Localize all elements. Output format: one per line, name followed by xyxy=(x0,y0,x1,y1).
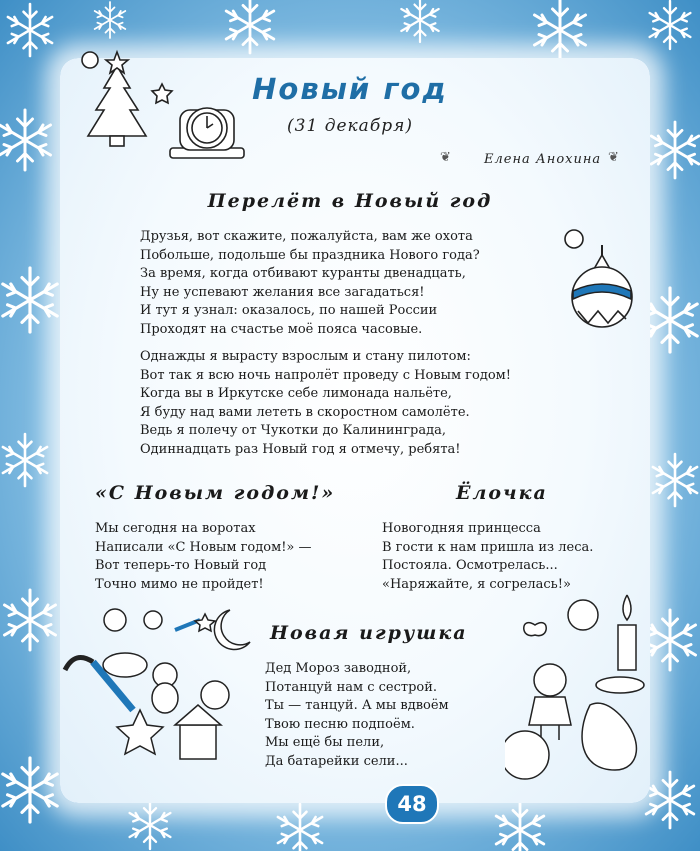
poem-line: Ты — танцуй. А мы вдвоём xyxy=(265,698,449,714)
poem-line: Одиннадцать раз Новый год я отмечу, ребята! xyxy=(140,441,461,457)
toys-illustration xyxy=(55,600,265,770)
poem-line: Когда вы в Иркутске себе лимонада нальёте, xyxy=(140,386,452,402)
poem-line: Проходят на счастье моё пояса часовые. xyxy=(140,321,423,337)
toy-house-icon xyxy=(180,725,216,759)
poem-line: Мы ещё бы пели, xyxy=(265,735,385,751)
poem-line: Я буду над вами лететь в скоростном самолёте. xyxy=(140,404,470,420)
tree-and-clock-illustration xyxy=(72,48,252,178)
holiday-date: (31 декабря) xyxy=(287,116,413,136)
smiley-star-icon xyxy=(82,52,98,68)
poem-line: За время, когда отбивают куранты двенадцать, xyxy=(140,266,466,282)
poem-happy-new-year xyxy=(95,520,312,594)
moon-icon xyxy=(214,610,250,650)
poem-line: Новогодняя принцесса xyxy=(382,521,541,536)
poem-title-flight: Перелёт в Новый год xyxy=(207,190,493,212)
poem-flight-stanza-1 xyxy=(140,228,480,340)
toy-ball-icon xyxy=(201,681,229,709)
poem-line: «Наряжайте, я согрелась!» xyxy=(382,576,571,592)
smiley-star-icon xyxy=(565,230,583,248)
mitten-icon xyxy=(582,703,636,770)
bauble-icon xyxy=(568,600,598,630)
poem-title-new-toy: Новая игрушка xyxy=(270,622,468,644)
doll-candle-illustration xyxy=(505,585,655,785)
ornament-right-icon: ❦ xyxy=(608,150,619,165)
poem-line: Написали «С Новым годом!» — xyxy=(95,539,312,555)
star-toy-icon xyxy=(117,710,163,754)
poem-line: Вот так я всю ночь напролёт проведу с Новым годом! xyxy=(140,367,511,383)
poem-line: И тут я узнал: оказалось, по нашей России xyxy=(140,303,438,319)
poem-line: Вот теперь-то Новый год xyxy=(95,558,267,574)
poem-line: Ведь я полечу от Чукотки до Калининграда, xyxy=(140,423,446,439)
poem-line: В гости к нам пришла из леса. xyxy=(382,539,594,555)
poem-line: Дед Мороз заводной, xyxy=(265,661,412,676)
christmas-bauble-icon xyxy=(572,267,632,327)
bauble-icon xyxy=(505,731,549,779)
poem-line: Побольше, подольше бы праздника Нового года? xyxy=(140,247,480,263)
poem-title-happy-new-year: «С Новым годом!» xyxy=(95,482,336,504)
poem-new-toy xyxy=(265,660,449,772)
poem-flight-stanza-2 xyxy=(140,348,511,460)
poem-line: Друзья, вот скажите, пожалуйста, вам же охота xyxy=(140,229,473,244)
poem-line: Мы сегодня на воротах xyxy=(95,521,256,536)
page-number: 48 xyxy=(385,784,439,824)
poem-fir-tree xyxy=(382,520,593,594)
doll-icon xyxy=(534,664,566,696)
poem-title-fir-tree: Ёлочка xyxy=(456,482,548,504)
bauble-icon xyxy=(104,609,126,631)
poem-line: Ну не успевают желания все загадаться! xyxy=(140,284,425,300)
author-name: Елена Анохина xyxy=(484,152,602,167)
poem-line: Потанцуй нам с сестрой. xyxy=(265,679,438,695)
page-title: Новый год xyxy=(252,72,448,106)
bauble-illustration xyxy=(560,225,640,335)
candle-flame-icon xyxy=(623,595,631,620)
poem-line: Точно мимо не пройдет! xyxy=(95,576,264,592)
poem-line: Постояла. Осмотрелась... xyxy=(382,558,558,574)
cloud-icon xyxy=(103,653,147,677)
butterfly-icon xyxy=(524,623,547,636)
ornament-left-icon: ❦ xyxy=(440,150,451,165)
poem-line: Твою песню подпоём. xyxy=(265,716,415,732)
poem-line: Да батарейки сели... xyxy=(265,753,408,769)
poem-line: Однажды я вырасту взрослым и стану пилотом: xyxy=(140,349,471,364)
candle-icon xyxy=(618,625,636,670)
